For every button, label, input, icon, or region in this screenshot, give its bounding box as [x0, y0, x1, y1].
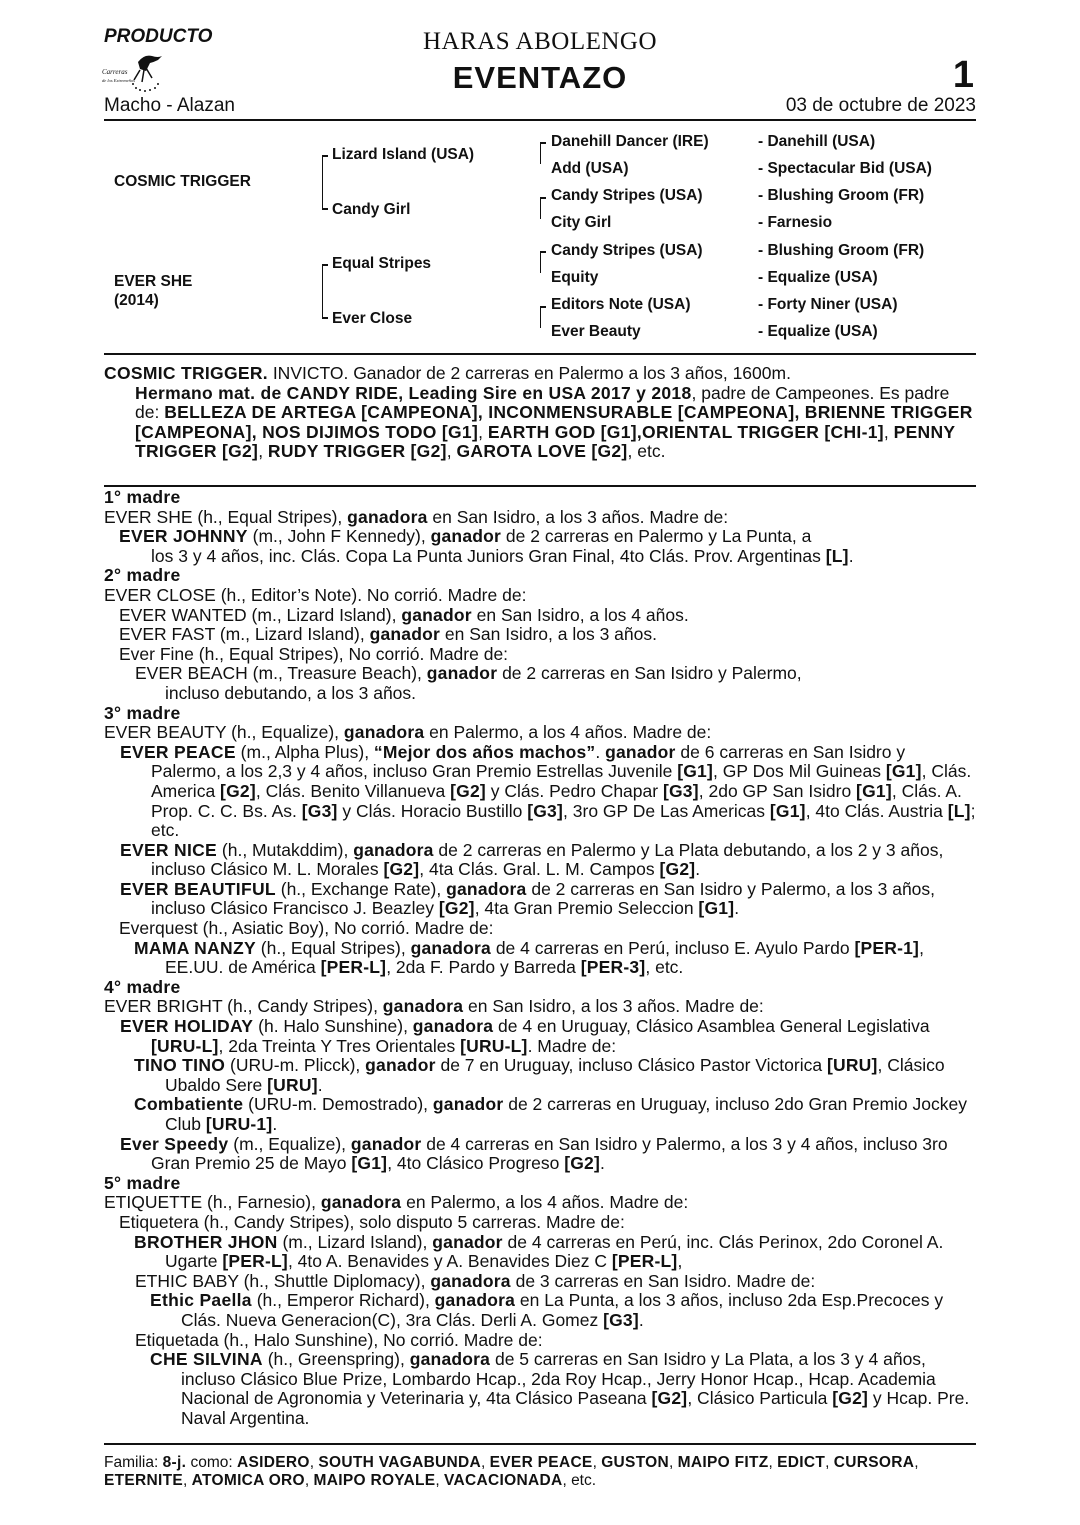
text: [PER-L]: [611, 1251, 678, 1272]
text: [G2]: [832, 1388, 869, 1409]
text: , Clás. Benito Villanueva: [255, 780, 451, 801]
text: EVER BEAUTIFUL: [120, 878, 276, 899]
text: de 2 carreras en Palermo y La Punta, a: [501, 526, 812, 547]
text: de 4 en Uruguay, Clásico Asamblea General Legislativa: [493, 1016, 930, 1037]
text: EVER SHE (h., Equal Stripes),: [104, 506, 348, 527]
text: ,: [446, 441, 457, 462]
text: ganador: [430, 526, 502, 547]
text: ; etc.: [151, 800, 976, 841]
g3-8: Ever Beauty: [551, 323, 641, 340]
text: [URU]: [267, 1074, 318, 1095]
bracket-g3: [540, 306, 541, 328]
text: Ever Speedy: [120, 1133, 229, 1154]
text: EVER BRIGHT (h., Candy Stripes),: [104, 996, 383, 1017]
text: [G2]: [220, 780, 256, 801]
text: (URU-m. Plicck),: [225, 1055, 366, 1076]
g3-3: Candy Stripes (USA): [551, 187, 703, 204]
text: VACACIONADA: [444, 1472, 563, 1489]
text: (h., Equal Stripes),: [255, 937, 411, 958]
text: de 2 carreras en Palermo y La Plata debutando, a los 2 y 3 años, incluso Clásico M. L. Morales: [151, 839, 944, 880]
bracket-tick: [322, 155, 328, 157]
text: ATOMICA ORO: [191, 1472, 305, 1489]
text: (h., Greenspring),: [262, 1349, 410, 1370]
bracket-tick: [540, 306, 546, 308]
text: EDICT: [777, 1454, 826, 1471]
sire-dam: Candy Girl: [332, 201, 411, 218]
text: incluso debutando, a los 3 años.: [165, 682, 417, 703]
text: ,: [309, 1454, 319, 1471]
female-family: [104, 488, 976, 1429]
text: EVER PEACE: [120, 741, 236, 762]
text: Ethic Paella: [150, 1290, 252, 1311]
text: [G1]: [698, 898, 735, 919]
madre2-heading: 2° madre: [104, 565, 181, 586]
text: SOUTH VAGABUNDA: [318, 1454, 482, 1471]
text: ,: [677, 1251, 683, 1272]
madre5-heading: 5° madre: [104, 1172, 181, 1193]
notes-rule: [104, 485, 976, 487]
text: ,: [304, 1472, 314, 1489]
text: en San Isidro, a los 4 años.: [471, 604, 689, 625]
text: , Clásico Ubaldo Sere: [165, 1055, 945, 1095]
text: de 4 carreras en San Isidro y Palermo, a los 3 y 4 años, incluso 3ro Gran Premio 25 de Mayo: [151, 1133, 948, 1174]
text: EARTH GOD [G1],ORIENTAL TRIGGER [CHI-1]: [487, 421, 884, 442]
text: MAMA NANZY: [134, 937, 256, 958]
text: “Mejor dos años machos”: [373, 741, 596, 762]
text: ,: [481, 1454, 490, 1471]
text: [URU-1]: [205, 1114, 273, 1134]
text: ganador: [605, 741, 676, 762]
text: [G1]: [885, 761, 922, 782]
text: , 2do GP San Isidro: [698, 780, 857, 801]
text: .: [848, 545, 854, 566]
text: [PER-1]: [854, 937, 920, 958]
text: de 2 carreras en San Isidro y Palermo,: [497, 663, 802, 684]
text: , etc.: [562, 1472, 597, 1489]
sire-notes-name: COSMIC TRIGGER.: [104, 363, 268, 383]
text: ,: [669, 1454, 678, 1471]
text: [URU]: [826, 1055, 878, 1076]
text: Hermano mat. de CANDY RIDE, Leading Sire en USA 2017 y 2018: [135, 382, 692, 403]
text: [G3]: [662, 780, 699, 801]
text: ganadora: [382, 996, 464, 1017]
text: . Madre de:: [527, 1035, 617, 1056]
text: Familia:: [104, 1454, 163, 1471]
text: ,: [478, 421, 488, 442]
text: (h., Emperor Richard),: [251, 1290, 435, 1311]
text: PENNY TRIGGER [G2]: [135, 421, 956, 462]
text: de 7 en Uruguay, incluso Clásico Pastor Victorica: [435, 1055, 827, 1076]
text: [G1]: [677, 761, 714, 782]
logo-text-1: Carreras: [102, 68, 128, 76]
text: Etiquetera (h., Candy Stripes), solo disputo 5 carreras. Madre de:: [119, 1211, 625, 1232]
text: ,: [825, 1454, 834, 1471]
sex-color: Macho - Alazan: [104, 95, 235, 116]
sire-notes: [104, 364, 976, 462]
text: ,: [592, 1454, 602, 1471]
text: , 4to Clásico Progreso: [387, 1153, 565, 1174]
bracket-tick: [322, 264, 328, 266]
text: ganadora: [320, 1192, 402, 1213]
text: [PER-L]: [222, 1251, 288, 1272]
sire-name: COSMIC TRIGGER: [114, 173, 251, 190]
text: [G1]: [856, 780, 892, 801]
text: , 4to Clás. Austria: [805, 800, 948, 821]
producto-label: PRODUCTO: [104, 26, 213, 47]
text: CHE SILVINA: [150, 1349, 263, 1370]
text: ganador: [369, 624, 441, 645]
text: en San Isidro, a los 3 años. Madre de:: [427, 506, 729, 527]
madre3-heading: 3° madre: [104, 702, 181, 723]
madre1-heading: 1° madre: [104, 487, 181, 507]
text: ,: [183, 1472, 192, 1489]
g4-7: - Forty Niner (USA): [758, 296, 898, 313]
logo-text-2: de los Extremeños: [102, 78, 135, 83]
text: [L]: [947, 800, 971, 821]
lot-number: 1: [952, 54, 974, 96]
text: ,: [258, 441, 268, 462]
text: , Clás. A. Prop. C. C. Bs. As.: [151, 780, 962, 821]
bracket-tick: [540, 197, 546, 199]
text: EVER CLOSE (h., Editor’s Note). No corrió. Madre de:: [104, 584, 527, 605]
text: de 3 carreras en San Isidro. Madre de:: [510, 1270, 816, 1291]
text: (URU-m. Demostrado),: [243, 1094, 433, 1115]
text: y Clás. Pedro Chapar: [485, 780, 663, 801]
g3-5: Candy Stripes (USA): [551, 242, 703, 259]
text: de 4 carreras en Perú, incluso E. Ayulo Pardo: [490, 937, 855, 958]
text: , 4ta Gran Premio Seleccion: [474, 898, 699, 919]
text: los 3 y 4 años, inc. Clás. Copa La Punta Juniors Gran Final, 4to Clás. Prov. Argentinas: [151, 545, 826, 566]
text: , etc.: [645, 957, 684, 978]
text: BELLEZA DE ARTEGA [CAMPEONA], INCONMENSURABLE [CAMPEONA], BRIENNE TRIGGER [CAMPEONA], NOS DIJIMOS TODO [G1]: [135, 402, 973, 442]
text: EVER WANTED (m., Lizard Island),: [119, 604, 402, 625]
sire-sire: Lizard Island (USA): [332, 146, 475, 163]
text: ETIQUETTE (h., Farnesio),: [104, 1192, 321, 1213]
text: ETHIC BABY (h., Shuttle Diplomacy),: [135, 1270, 431, 1291]
text: [G2]: [438, 898, 475, 919]
text: como:: [186, 1454, 238, 1471]
text: ASIDERO: [237, 1454, 310, 1471]
g4-6: - Equalize (USA): [758, 269, 878, 286]
text: ganadora: [343, 722, 425, 743]
text: , 4ta Clás. Gral. L. M. Campos: [419, 859, 660, 880]
text: GUSTON: [601, 1454, 670, 1471]
text: .: [317, 1074, 323, 1095]
text: .: [595, 741, 606, 762]
text: ganador: [432, 1094, 504, 1115]
g4-4: - Farnesio: [758, 214, 833, 231]
text: MAIPO ROYALE: [313, 1472, 436, 1489]
text: en San Isidro, a los 3 años. Madre de:: [463, 996, 764, 1017]
text: EVER BEACH (m., Treasure Beach),: [135, 663, 427, 684]
dam-year: (2014): [114, 292, 159, 309]
text: GAROTA LOVE [G2]: [456, 441, 628, 462]
bracket-tick: [322, 208, 328, 210]
text: ganadora: [347, 506, 428, 527]
family-footer: [104, 1454, 976, 1490]
text: (m., Lizard Island),: [277, 1231, 433, 1252]
horse-name-title: EVENTAZO: [452, 60, 628, 95]
pedigree-rule: [104, 353, 976, 355]
text: [G3]: [603, 1309, 639, 1330]
dam-name: EVER SHE: [114, 273, 193, 290]
text: ganadora: [434, 1290, 516, 1311]
text: EVER JOHNNY: [119, 526, 248, 547]
g3-7: Editors Note (USA): [551, 296, 691, 313]
text: [G2]: [651, 1388, 688, 1409]
g4-5: - Blushing Groom (FR): [758, 242, 925, 259]
bracket-g3: [540, 197, 541, 219]
g3-1: Danehill Dancer (IRE): [551, 133, 709, 150]
header-rule: [104, 119, 976, 121]
g4-2: - Spectacular Bid (USA): [758, 160, 932, 177]
text: , Clásico Particula: [687, 1388, 833, 1409]
text: [PER-3]: [580, 957, 646, 978]
text: , 4to A. Benavides y A. Benavides Diez C: [287, 1251, 612, 1272]
text: Ever Fine (h., Equal Stripes), No corrió. Madre de:: [119, 643, 509, 664]
text: .: [695, 859, 701, 880]
text: [G2]: [450, 780, 486, 801]
text: en La Punta, a los 3 años, incluso 2da Esp.Precoces y Clás. Nueva Generacion(C), 3ra Clás. Derli A. Gomez: [181, 1290, 944, 1330]
text: (m., Equalize),: [228, 1133, 351, 1154]
g3-4: City Girl: [551, 214, 612, 231]
text: [G2]: [383, 859, 420, 880]
text: Everquest (h., Asiatic Boy), No corrió. Madre de:: [119, 918, 494, 939]
text: , GP Dos Mil Guineas: [713, 761, 886, 782]
g4-8: - Equalize (USA): [758, 323, 878, 340]
text: [G1]: [351, 1153, 388, 1174]
text: y Hcap. Pre. Naval Argentina.: [181, 1388, 970, 1428]
text: CURSORA: [833, 1454, 915, 1471]
haras-name: HARAS ABOLENGO: [422, 28, 658, 55]
text: ,: [883, 421, 894, 442]
bracket-tick: [322, 317, 328, 319]
text: [PER-L]: [320, 957, 387, 978]
text: (m., Alpha Plus),: [235, 741, 374, 762]
text: EVER HOLIDAY: [120, 1016, 254, 1037]
text: TINO TINO: [134, 1055, 226, 1076]
text: EVER BEAUTY (h., Equalize),: [104, 722, 344, 743]
text: , 3ro GP De Las Americas: [563, 800, 770, 821]
g4-1: - Danehill (USA): [758, 133, 876, 150]
text: EVER PEACE: [489, 1454, 593, 1471]
text: ganador: [350, 1133, 422, 1154]
date: 03 de octubre de 2023: [785, 95, 976, 116]
text: [G1]: [769, 800, 806, 821]
text: .: [600, 1153, 605, 1174]
text: BROTHER JHON: [134, 1231, 278, 1252]
bracket-dam: [322, 264, 323, 318]
text: , Clás. America: [151, 761, 972, 801]
text: [G3]: [301, 800, 338, 821]
text: , EE.UU. de América: [165, 937, 924, 978]
madre4-heading: 4° madre: [104, 976, 181, 997]
text: en Palermo, a los 4 años. Madre de:: [401, 1192, 689, 1213]
text: MAIPO FITZ: [677, 1454, 769, 1471]
racing-logo-icon: [100, 52, 168, 94]
text: de 4 carreras en Perú, inc. Clás Perinox, 2do Coronel A. Ugarte: [165, 1231, 944, 1272]
text: ETERNITE: [104, 1472, 184, 1489]
text: de 5 carreras en San Isidro y La Plata, a los 3 y 4 años, incluso Clásico Blue Prize, Lombardo Hcap., 2da Roy Hcap., Jerry Honor Hcap., Hcap. Academia Nacional de Agronomia y Veterinaria y, 4ta Clásico Paseana: [181, 1349, 936, 1409]
text: [URU-L]: [460, 1035, 528, 1056]
text: en San Isidro, a los 3 años.: [440, 624, 657, 645]
text: ganadora: [412, 1016, 494, 1037]
footer-rule: [104, 1443, 976, 1445]
text: EVER FAST (m., Lizard Island),: [119, 624, 370, 645]
text: ganador: [426, 663, 498, 684]
text: EVER NICE: [120, 839, 218, 860]
dam-sire: Equal Stripes: [332, 255, 432, 272]
text: ganadora: [430, 1270, 511, 1291]
text: (h., Exchange Rate),: [275, 878, 447, 899]
text: ganadora: [410, 937, 491, 958]
text: Combatiente: [134, 1094, 244, 1115]
text: ganador: [365, 1055, 436, 1076]
text: [L]: [825, 545, 849, 566]
text: .: [272, 1114, 278, 1134]
text: , padre de Campeones. Es padre de:: [135, 382, 950, 423]
text: de 2 carreras en San Isidro y Palermo, a los 3 años, incluso Clásico Francisco J. Beazley: [151, 878, 936, 919]
bracket-sire: [322, 155, 323, 209]
text: (m., John F Kennedy),: [247, 526, 431, 547]
text: ganador: [401, 604, 472, 625]
text: , etc.: [627, 441, 666, 462]
text: ,: [914, 1454, 919, 1471]
text: ganadora: [409, 1349, 491, 1370]
g3-2: Add (USA): [551, 160, 629, 177]
text: .: [638, 1309, 644, 1330]
text: [URU-L]: [151, 1035, 219, 1056]
text: ,: [435, 1472, 445, 1489]
bracket-g3: [540, 142, 541, 164]
text: RUDY TRIGGER [G2]: [267, 441, 447, 462]
text: 8-j.: [162, 1454, 187, 1471]
bracket-g3: [540, 251, 541, 273]
text: y Clás. Horacio Bustillo: [337, 800, 528, 821]
g3-6: Equity: [551, 269, 599, 286]
text: .: [734, 898, 740, 919]
text: ,: [768, 1454, 778, 1471]
text: de 6 carreras en San Isidro y Palermo, a los 2,3 y 4 años, incluso Gran Premio Estrellas Juvenile: [151, 741, 906, 782]
bracket-tick: [540, 142, 546, 144]
text: (h., Mutakddim),: [217, 839, 354, 860]
text: [G2]: [659, 859, 696, 880]
text: ganadora: [353, 839, 434, 860]
text: Etiquetada (h., Halo Sunshine), No corrió. Madre de:: [135, 1329, 543, 1350]
text: [G3]: [527, 800, 564, 821]
text: ganadora: [446, 878, 527, 899]
text: en Palermo, a los 4 años. Madre de:: [424, 722, 712, 743]
text: INVICTO. Ganador de 2 carreras en Palermo a los 3 años, 1600m.: [267, 363, 791, 383]
text: , 2da Treinta Y Tres Orientales: [218, 1035, 461, 1056]
text: de 2 carreras en Uruguay, incluso 2do Gran Premio Jockey Club: [165, 1094, 967, 1134]
bracket-tick: [540, 251, 546, 253]
text: (h. Halo Sunshine),: [253, 1016, 413, 1037]
text: ganador: [432, 1231, 503, 1252]
text: [G2]: [564, 1153, 601, 1174]
dam-dam: Ever Close: [332, 310, 413, 327]
g4-3: - Blushing Groom (FR): [758, 187, 925, 204]
text: , 2da F. Pardo y Barreda: [386, 957, 581, 978]
